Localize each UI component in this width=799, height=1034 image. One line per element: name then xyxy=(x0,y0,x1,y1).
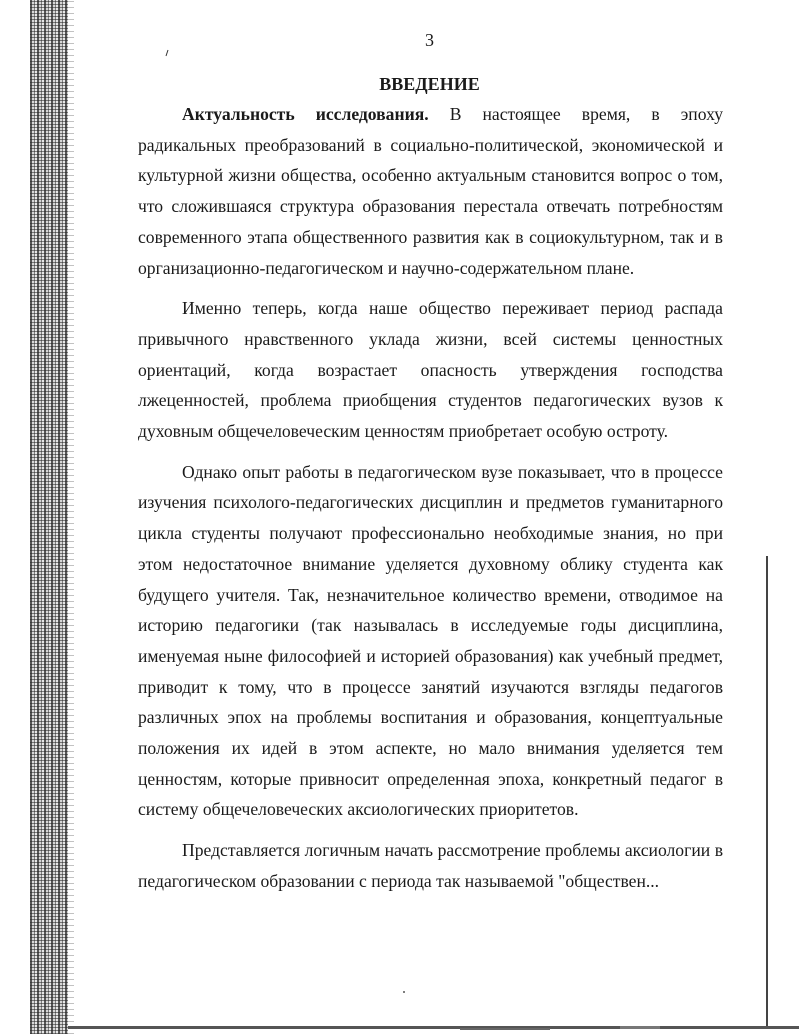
speck xyxy=(460,1028,550,1030)
paragraph-text: В настоящее время, в эпоху радикальных преобразований в социально-политической, экономической и культурной жизни общества, особенно актуальным становится вопрос о том, что сложившаяся структура образования перестала отвечать потребностям современного этапа общественного развития как в социокультурном, так и в организационно-педагогическом и научно-содержательном плане. xyxy=(138,104,724,278)
speck xyxy=(403,991,405,993)
paragraph-lead: Актуальность исследования. xyxy=(182,104,429,124)
body-text xyxy=(138,99,723,897)
section-heading: ВВЕДЕНИЕ xyxy=(379,74,480,94)
speck xyxy=(620,1026,660,1029)
page-number: 3 xyxy=(425,30,434,50)
paragraph: Однако опыт работы в педагогическом вузе показывает, что в процессе изучения психолого-педагогических дисциплин и предметов гуманитарного цикла студенты получают профессионально необходимые знания, но при этом недостаточное внимание уделяется духовному облику студента как будущего учителя. Так, незначительное количество времени, отводимое на историю педагогики (так называлась в исследуемые годы дисциплина, именуемая ныне философией и историей образования) как учебный предмет, приводит к тому, что в процессе занятий изучаются взгляды педагогов различных эпох на проблемы воспитания и образования, концептуальные положения их идей в этом аспекте, но мало внимания уделяется тем ценностям, которые привносит определенная эпоха, конкретный педагог в систему общечеловеческих аксиологических приоритетов. xyxy=(138,461,723,820)
paragraph: Представляется логичным начать рассмотрение проблемы аксиологии в педагогическом образовании с периода так называемой "обществен... xyxy=(138,840,723,891)
paragraph-relevance xyxy=(138,99,723,283)
paragraph: Именно теперь, когда наше общество переживает период распада привычного нравственного уклада жизни, всей системы ценностных ориентаций, когда возрастает опасность утверждения господства лжеценностей, проблема приобщения студентов педагогических вузов к духовным общечеловеческим ценностям приобретает особую остроту. xyxy=(138,298,723,442)
